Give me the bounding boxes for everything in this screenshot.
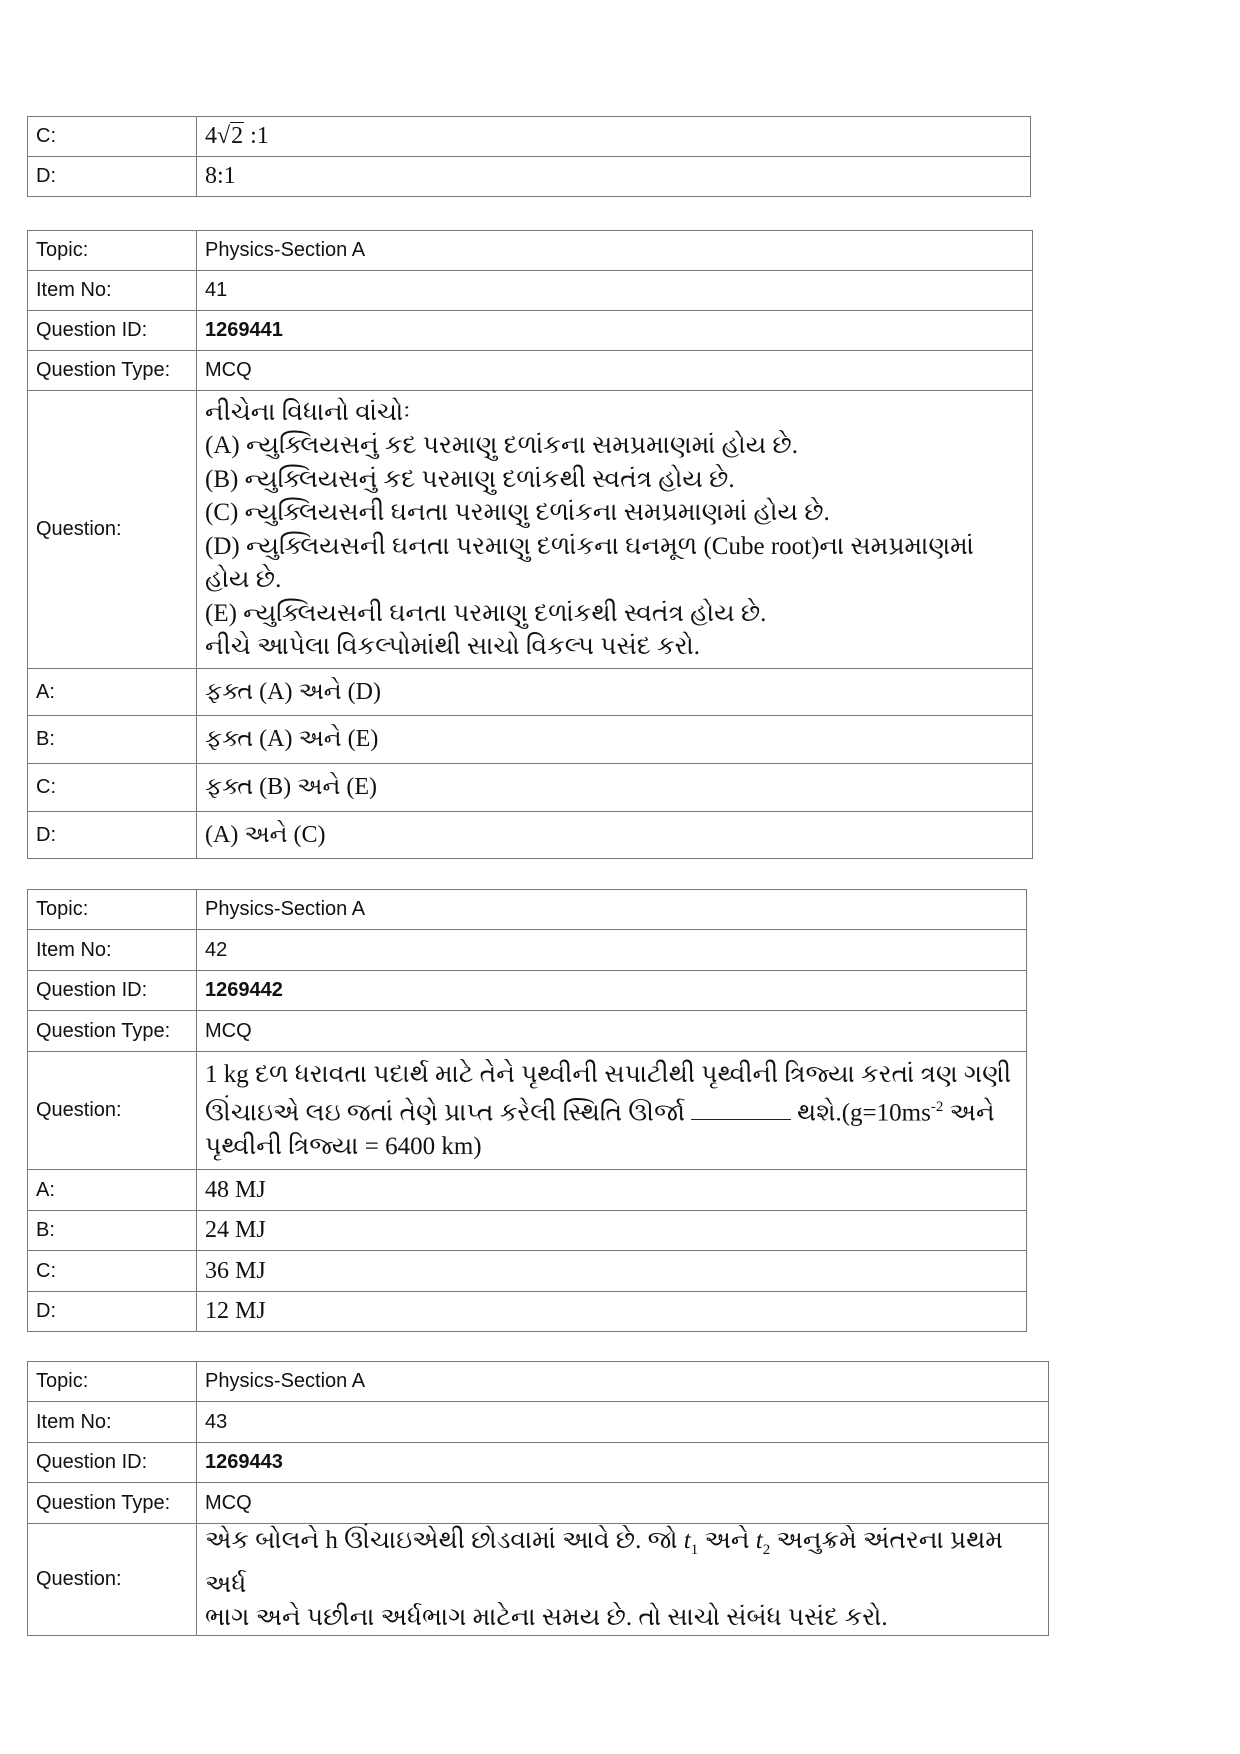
question-id-label: Question ID:	[28, 311, 197, 351]
topic-value: Physics-Section A	[197, 1362, 1049, 1402]
question-type-value: MCQ	[197, 1483, 1049, 1524]
question-id-label: Question ID:	[28, 1443, 197, 1483]
question-line: (A) ન્યુક્લિયસનું કદ પરમાણુ દળાંકના સમપ્રમાણમાં હોય છે.	[205, 432, 799, 459]
option-label-b: B:	[28, 1211, 197, 1251]
question-type-value: MCQ	[197, 1011, 1027, 1052]
option-label-c: C:	[28, 1251, 197, 1292]
answer-blank	[691, 1097, 791, 1120]
question-id-label: Question ID:	[28, 971, 197, 1011]
option-label-d: D:	[28, 1292, 197, 1332]
question-line: (B) ન્યુક્લિયસનું કદ પરમાણુ દળાંકથી સ્વતંત્ર હોય છે.	[205, 465, 735, 493]
question-type-label: Question Type:	[28, 351, 197, 391]
question-id-value: 1269441	[197, 311, 1033, 351]
option-value-b: 24 MJ	[197, 1211, 1027, 1251]
question-text	[197, 391, 1033, 669]
topic-label: Topic:	[28, 231, 197, 271]
question-label: Question:	[28, 1052, 197, 1170]
question-text: 1 kg દળ ધરાવતા પદાર્થ માટે તેને પૃથ્વીની સપાટીથી પૃથ્વીની ત્રિજ્યા કરતાં ત્રણ ગણી ઊંચાઇએ લઇ જતાં તેણે પ્રાપ્ત કરેલી સ્થિતિ ઊર્જા $થશે.(g=10ms^{-2}$ અને પૃથ્વીની ત્રિજ્યા = 6400 km)	[197, 1052, 1027, 1170]
option-label-a: A:	[28, 669, 197, 716]
option-label-d: D:	[28, 157, 197, 197]
question-table-42	[27, 889, 1027, 1332]
question-table-prev	[27, 116, 1031, 197]
question-id-value: 1269443	[197, 1443, 1049, 1483]
option-label-d: D:	[28, 812, 197, 859]
question-label: Question:	[28, 391, 197, 669]
option-label-c: C:	[28, 764, 197, 812]
question-line: (E) ન્યુક્લિયસની ઘનતા પરમાણુ દળાંકથી સ્વતંત્ર હોય છે.	[205, 599, 767, 627]
item-no-value: 41	[197, 271, 1033, 311]
option-label-b: B:	[28, 716, 197, 764]
question-line: (C) ન્યુક્લિયસની ઘનતા પરમાણુ દળાંકના સમપ્રમાણમાં હોય છે.	[205, 499, 830, 526]
item-no-label: Item No:	[28, 271, 197, 311]
option-value-c: ફક્ત (B) અને (E)	[197, 764, 1033, 812]
question-table-43	[27, 1361, 1049, 1636]
item-no-value: 43	[197, 1402, 1049, 1443]
question-label: Question:	[28, 1524, 197, 1636]
item-no-label: Item No:	[28, 930, 197, 971]
option-value-d: 8:1	[197, 157, 1031, 197]
question-text: એક બોલને h ઊંચાઇએથી છોડવામાં આવે છે. જો $t_1$ અને $t_2$ અનુક્રમે અંતરના પ્રથમ અર્ધ ભાગ અને પછીના અર્ધભાગ માટેના સમય છે. તો સાચો સંબંધ પસંદ કરો.	[197, 1524, 1049, 1636]
topic-value: Physics-Section A	[197, 231, 1033, 271]
option-value-d: 12 MJ	[197, 1292, 1027, 1332]
question-type-label: Question Type:	[28, 1011, 197, 1052]
option-value-d: (A) અને (C)	[197, 812, 1033, 859]
option-value-c: 36 MJ	[197, 1251, 1027, 1292]
sqrt-symbol: √2	[217, 123, 244, 149]
question-line: નીચેના વિધાનો વાંચોઃ	[205, 398, 411, 426]
topic-value: Physics-Section A	[197, 890, 1027, 930]
topic-label: Topic:	[28, 890, 197, 930]
option-value-b: ફક્ત (A) અને (E)	[197, 716, 1033, 764]
item-no-value: 42	[197, 930, 1027, 971]
question-table-41	[27, 230, 1033, 859]
question-line: (D) ન્યુક્લિયસની ઘનતા પરમાણુ દળાંકના ઘનમૂળ (Cube root)ના સમપ્રમાણમાં હોય છે.	[205, 532, 974, 593]
option-label-c: C:	[28, 117, 197, 157]
question-type-label: Question Type:	[28, 1483, 197, 1524]
option-label-a: A:	[28, 1170, 197, 1211]
option-value-a: ફક્ત (A) અને (D)	[197, 669, 1033, 716]
item-no-label: Item No:	[28, 1402, 197, 1443]
question-id-value: 1269442	[197, 971, 1027, 1011]
question-line: નીચે આપેલા વિકલ્પોમાંથી સાચો વિકલ્પ પસંદ કરો.	[205, 633, 701, 660]
topic-label: Topic:	[28, 1362, 197, 1402]
option-value-c: 4√2 :1	[197, 117, 1031, 157]
option-value-a: 48 MJ	[197, 1170, 1027, 1211]
question-type-value: MCQ	[197, 351, 1033, 391]
